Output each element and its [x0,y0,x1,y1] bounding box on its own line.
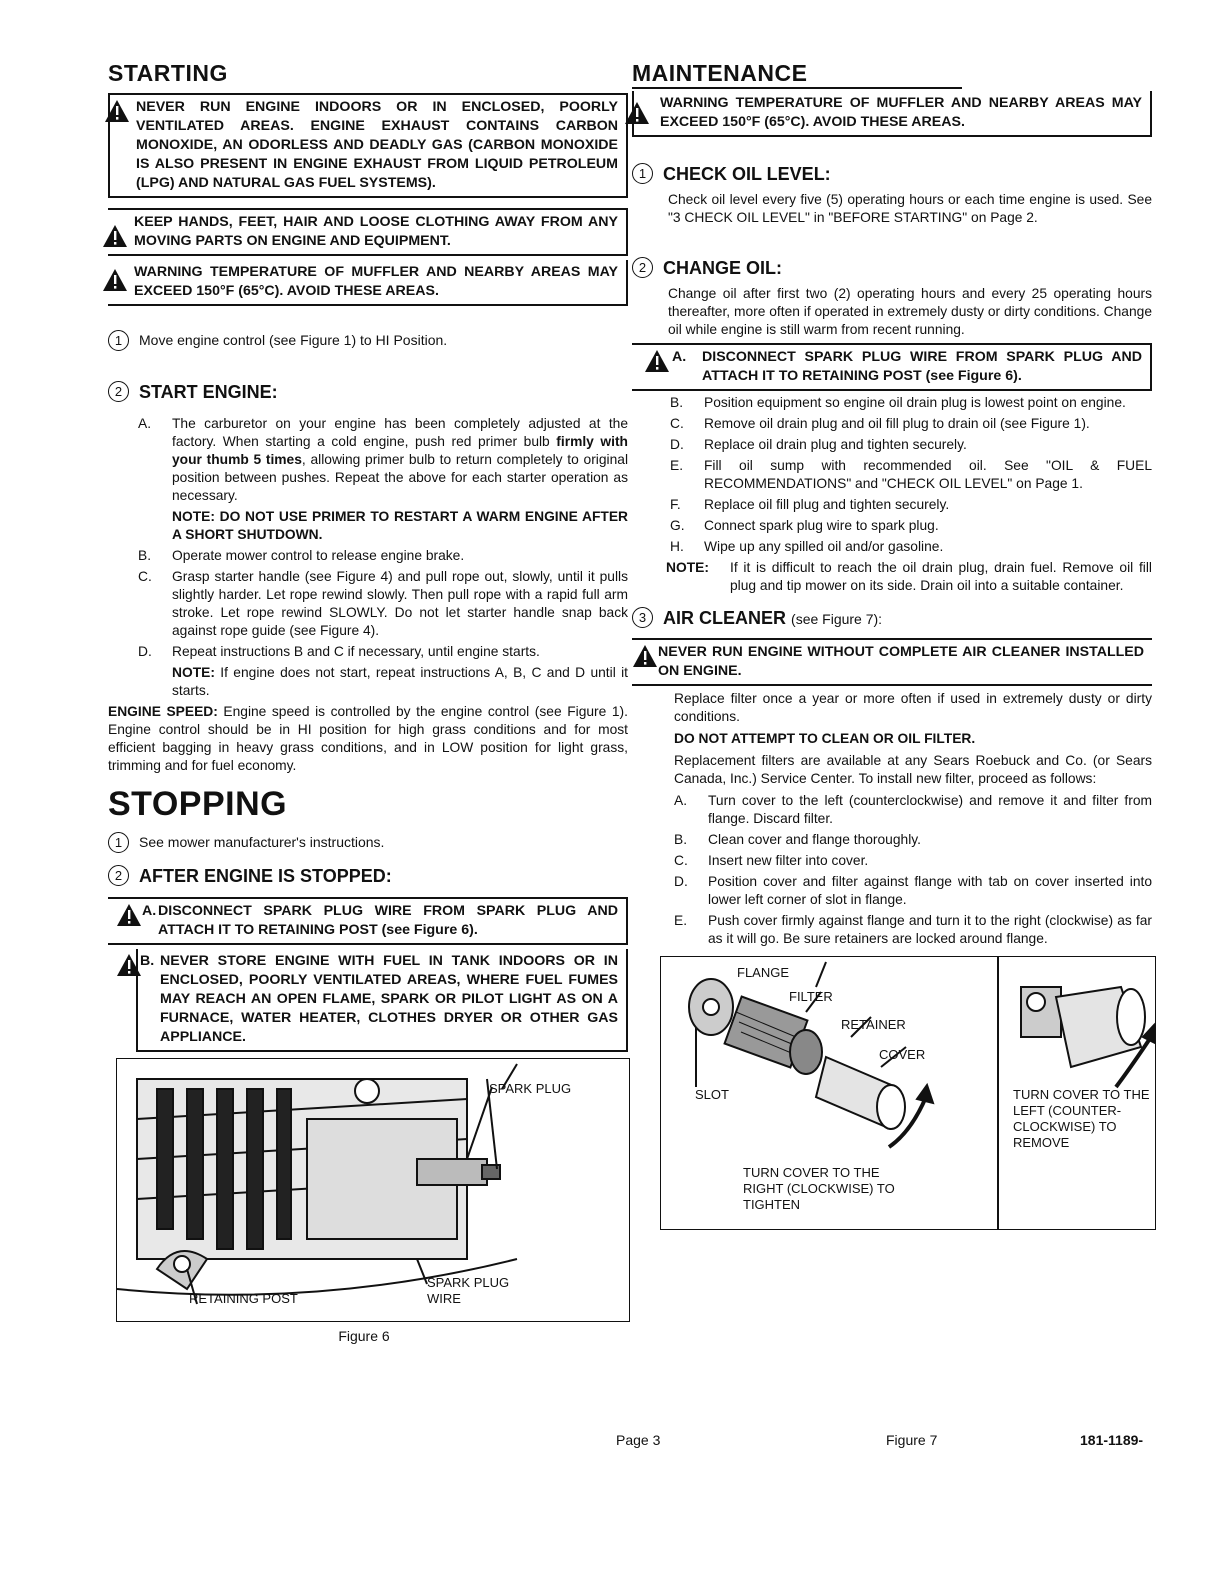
list-item: C. Grasp starter handle (see Figure 4) and pull rope out, slowly, until it pulls slightly harder. Let rope rewind slowly. Then pull rope with a rapid full arm stroke. Let rope rewind SLOWLY. Do not let starter handle snap back against rope guide (see Figure 4). [138,569,628,638]
list-item: B. Clean cover and flange thoroughly. [674,832,921,847]
figure-7-caption: Figure 7 [886,1432,938,1448]
list-item: G. Connect spark plug wire to spark plug. [670,518,939,533]
warning-text: WARNING TEMPERATURE OF MUFFLER AND NEARBY AREAS MAY EXCEED 150°F (65°C). AVOID THESE AREAS. [134,264,618,299]
left-column [108,60,628,1344]
list-item: C. Insert new filter into cover. [674,853,869,868]
list-item: A. Turn cover to the left (counterclockwise) and remove it and filter from flange. Discard filter. [674,793,1152,826]
warning-triangle-icon [116,903,142,927]
check-oil-text: Check oil level every five (5) operating hours or each time engine is used. See "3 CHECK OIL LEVEL" in "BEFORE STARTING" on Page 2. [668,192,1152,225]
item-label: A. [138,416,152,431]
step-1-move-control [108,330,628,351]
label-retainer: RETAINER [841,1017,906,1032]
label-tighten: TURN COVER TO THE RIGHT (CLOCKWISE) TO TIGHTEN [743,1165,895,1212]
page-number: Page 3 [616,1432,661,1448]
list-item: H. Wipe up any spilled oil and/or gasoline. [670,539,944,554]
item-text: The carburetor on your engine has been completely adjusted at the factory. When starting a cold engine, push red primer bulb firmly with your thumb 5 times, allowing primer bulb to return completely to original position between pushes. Repeat the above for each starter operation as necessary. [172,416,629,503]
air-cleaner-p1: Replace filter once a year or more often if used in extremely dusty or dirty conditions. [674,691,1152,724]
warning-text: KEEP HANDS, FEET, HAIR AND LOOSE CLOTHING AWAY FROM ANY MOVING PARTS ON ENGINE AND EQUIPMENT. [134,214,618,249]
step-number: 1 [108,330,129,351]
engine-drawing [117,1059,629,1321]
change-oil-text: Change oil after first two (2) operating hours and every 25 operating hours thereafter, more often if operated in extremely dusty or dirty conditions. Change oil while engine is still warm from recent running. [668,286,1152,337]
warning-box-moving-parts [108,208,628,256]
stopping-title: STOPPING [108,785,288,823]
warning-triangle-icon [116,953,142,977]
list-item: D. Repeat instructions B and C if necessary, until engine starts. [138,644,540,659]
warning-box-disconnect-plug: A. DISCONNECT SPARK PLUG WIRE FROM SPARK PLUG AND ATTACH IT TO RETAINING POST (see Figure 6). [108,897,628,945]
label-spark-plug-wire: SPARK PLUG WIRE [427,1275,510,1306]
list-note [138,508,628,544]
label-spark-plug: SPARK PLUG [489,1081,572,1096]
air-cleaner-body [674,690,1152,948]
warning-triangle-icon [624,101,650,125]
warning-triangle-icon [102,224,128,248]
engine-speed-paragraph: ENGINE SPEED: Engine speed is controlled by the engine control (see Figure 1). Engine control should be in HI position for high grass conditions and for most efficient bagging in heavy grass conditions, and in LOW position for light grass, trimming and for fuel economy. [108,704,628,773]
label-slot: SLOT [695,1087,729,1102]
step-change-oil: 2 CHANGE OIL: [632,257,1152,279]
start-engine-items [138,415,628,700]
warning-box-muffler [108,260,628,306]
list-item: E. Push cover firmly against flange and turn it to the right (clockwise) as far as it will go. Be sure retainers are locked around flange. [674,913,1152,946]
starting-title: STARTING [108,60,228,86]
warning-box-exhaust [108,93,628,198]
oil-note: NOTE: If it is difficult to reach the oil drain plug, drain fuel. Remove oil fill plug and tip mower on its side. Drain oil into a suitable container. [666,560,1152,593]
step-number: 2 [108,381,129,402]
step-air-cleaner: 3 AIR CLEANER (see Figure 7): [632,607,1152,630]
list-item: B. Operate mower control to release engine brake. [138,548,465,563]
document-number: 181-1189- [1080,1432,1144,1448]
step-2-start-engine [108,381,628,403]
air-cleaner-p3: Replacement filters are available at any Sears Roebuck and Co. (or Sears Canada, Inc.) Service Center. To install new filter, proceed as follows: [674,753,1152,786]
list-item: E. Fill oil sump with recommended oil. See "OIL & FUEL RECOMMENDATIONS" and "CHECK OIL LEVEL" on Page 1. [670,458,1152,491]
stop-step-2: 2 AFTER ENGINE IS STOPPED: [108,865,628,887]
note-text: NOTE: DO NOT USE PRIMER TO RESTART A WARM ENGINE AFTER A SHORT SHUTDOWN. [172,509,628,542]
list-item: D. Position cover and filter against flange with tab on cover inserted into lower left corner of slot in flange. [674,874,1152,907]
step-check-oil: 1 CHECK OIL LEVEL: [632,163,1152,185]
warning-triangle-icon [644,349,670,373]
warning-box-store-engine: B. NEVER STORE ENGINE WITH FUEL IN TANK INDOORS OR IN ENCLOSED, POORLY VENTILATED AREAS, WHERE FUEL FUMES MAY REACH AN OPEN FLAME, SPARK OR PILOT LIGHT AS ON A FURNACE, WATER HEATER, CLOTHES DRYER OR OTHER GAS APPLIANCE. [136,949,628,1052]
list-item: C. Remove oil drain plug and oil fill plug to drain oil (see Figure 1). [670,416,1090,431]
maintenance-title: MAINTENANCE [632,60,962,89]
label-flange: FLANGE [737,965,790,980]
label-retaining-post: RETAINING POST [189,1291,298,1306]
warning-box-oil-disconnect: A. DISCONNECT SPARK PLUG WIRE FROM SPARK PLUG AND ATTACH IT TO RETAINING POST (see Figure 6). [632,343,1152,391]
label-cover: COVER [879,1047,926,1062]
right-column [632,60,1152,1230]
air-cleaner-p2: DO NOT ATTEMPT TO CLEAN OR OIL FILTER. [674,731,976,746]
warning-text: NEVER RUN ENGINE INDOORS OR IN ENCLOSED, POORLY VENTILATED AREAS. ENGINE EXHAUST CONTAINS CARBON MONOXIDE, AN ODORLESS AND DEADLY GAS (CARBON MONOXIDE IS ALSO PRESENT IN ENGINE EXHAUST FROM LIQUID PETROLEUM (LPG) AND NATURAL GAS FUEL SYSTEMS). [136,99,618,191]
step-text: Move engine control (see Figure 1) to HI Position. [139,332,448,348]
warning-box-air-cleaner: NEVER RUN ENGINE WITHOUT COMPLETE AIR CLEANER INSTALLED ON ENGINE. [632,638,1152,686]
warning-triangle-icon [104,99,130,123]
list-item: F. Replace oil fill plug and tighten securely. [670,497,950,512]
warning-box-muffler-maint: WARNING TEMPERATURE OF MUFFLER AND NEARBY AREAS MAY EXCEED 150°F (65°C). AVOID THESE AREAS. [632,91,1152,137]
figure-7-air-cleaner [660,956,1156,1230]
figure-6-engine-illustration [116,1058,630,1322]
label-remove: TURN COVER TO THE LEFT (COUNTER- CLOCKWISE) TO REMOVE [1013,1087,1150,1150]
list-item [138,415,628,505]
change-oil-items [666,394,1152,595]
step-title: START ENGINE: [139,382,278,402]
list-item: B. Position equipment so engine oil drain plug is lowest point on engine. [670,395,1126,410]
stop-step-1: 1 See mower manufacturer's instructions. [108,832,628,853]
label-filter: FILTER [789,989,833,1004]
list-item: D. Replace oil drain plug and tighten securely. [670,437,967,452]
figure-6-caption: Figure 6 [338,1328,390,1344]
warning-triangle-icon [632,644,658,668]
warning-triangle-icon [102,268,128,292]
list-note: NOTE: If engine does not start, repeat instructions A, B, C and D until it starts. [172,665,628,698]
